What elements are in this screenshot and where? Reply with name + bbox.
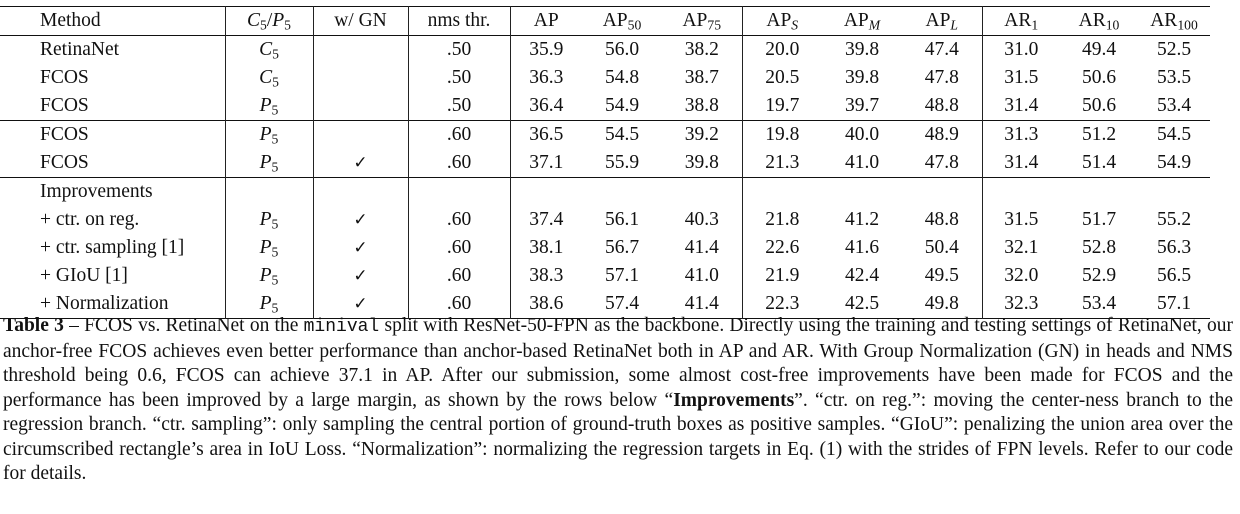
cell-ap75: 41.4	[662, 290, 742, 319]
cell-ar10: 51.2	[1081, 124, 1117, 145]
header-nms: nms thr.	[408, 7, 510, 36]
caption-bold: Improvements	[673, 389, 795, 411]
cell-ap50: 56.7	[604, 237, 640, 258]
cell-aps: 19.8	[765, 124, 800, 145]
cell-ap: 36.4	[529, 95, 564, 116]
row-nms: .60	[408, 206, 510, 234]
section-empty	[225, 178, 313, 207]
header-ar100: $AR_{100}$	[1150, 10, 1198, 33]
header-ap50: $AP_{50}$	[602, 10, 642, 33]
cell-ar1: 31.0	[1004, 39, 1039, 60]
row-gn: ✓	[313, 206, 408, 234]
table-body	[0, 36, 1210, 319]
cell-ar10: 53.4	[1081, 293, 1117, 314]
header-ap75: $AP_{75}$	[662, 7, 742, 36]
cell-aps: 21.9	[765, 265, 800, 286]
row-method: + ctr. sampling [1]	[0, 234, 225, 262]
row-base: $P_5$	[225, 262, 313, 290]
cell-apl: 49.5	[902, 262, 982, 290]
cell-aps: 19.7	[765, 95, 800, 116]
row-base: $P_5$	[225, 121, 313, 150]
cell-aps: 21.3	[765, 152, 800, 173]
cell-ar1: 31.4	[1004, 152, 1039, 173]
row-gn	[313, 92, 408, 121]
row-nms: .50	[408, 64, 510, 92]
row-nms: .60	[408, 149, 510, 178]
cell-ap75: 38.8	[662, 92, 742, 121]
header-base: $C_5/P_5$	[225, 7, 313, 36]
row-base: $P_5$	[225, 206, 313, 234]
header-ap: AP	[533, 10, 559, 31]
cell-ar10: 52.8	[1081, 237, 1117, 258]
cell-ap75: 39.2	[662, 121, 742, 150]
header-gn: w/ GN	[313, 7, 408, 36]
cell-ap50: 54.8	[604, 67, 640, 88]
row-method: + ctr. on reg.	[0, 206, 225, 234]
row-gn: ✓	[313, 149, 408, 178]
cell-ap: 38.3	[529, 265, 564, 286]
cell-ap: 38.6	[529, 293, 564, 314]
section-empty	[982, 178, 1060, 207]
cell-apm: 42.4	[844, 265, 880, 286]
section-row	[0, 178, 1210, 207]
table-row	[0, 206, 1210, 234]
cell-apl: 48.8	[902, 92, 982, 121]
row-method: FCOS	[0, 92, 225, 121]
cell-ar1: 31.5	[1004, 209, 1039, 230]
cell-ap50: 54.9	[604, 95, 640, 116]
header-row	[0, 7, 1210, 36]
header-aps: $AP_S$	[766, 10, 799, 33]
section-empty	[1138, 178, 1210, 207]
cell-ar1: 32.1	[1004, 237, 1039, 258]
cell-ap: 35.9	[529, 39, 564, 60]
cell-apm: 41.2	[844, 209, 880, 230]
section-empty	[510, 178, 582, 207]
row-gn: ✓	[313, 234, 408, 262]
cell-apm: 41.6	[844, 237, 880, 258]
section-empty	[1060, 178, 1138, 207]
row-base: $P_5$	[225, 92, 313, 121]
cell-aps: 20.0	[765, 39, 800, 60]
header-apl: $AP_L$	[902, 7, 982, 36]
row-nms: .60	[408, 234, 510, 262]
header-method: Method	[0, 7, 225, 36]
cell-ap: 36.5	[529, 124, 564, 145]
cell-ap50: 56.1	[604, 209, 640, 230]
header-ar1: $AR_1$	[1004, 10, 1039, 33]
row-gn	[313, 64, 408, 92]
cell-ap75: 38.2	[662, 36, 742, 65]
cell-ar10: 49.4	[1081, 39, 1117, 60]
cell-ar10: 52.9	[1081, 265, 1117, 286]
cell-ap75: 39.8	[662, 149, 742, 178]
row-nms: .50	[408, 36, 510, 65]
table-row	[0, 36, 1210, 65]
cell-ap: 37.4	[529, 209, 564, 230]
row-base: $C_5$	[225, 64, 313, 92]
cell-apl: 47.4	[902, 36, 982, 65]
cell-apl: 47.8	[902, 64, 982, 92]
cell-ar100: 56.5	[1156, 265, 1192, 286]
cell-ap50: 56.0	[604, 39, 640, 60]
table-row	[0, 121, 1210, 150]
results-table	[0, 6, 1210, 319]
cell-apl: 48.8	[902, 206, 982, 234]
cell-ar100: 53.5	[1156, 67, 1192, 88]
header-ar10: $AR_{10}$	[1078, 10, 1120, 33]
section-empty	[408, 178, 510, 207]
section-empty	[742, 178, 822, 207]
row-nms: .60	[408, 290, 510, 319]
cell-ap: 36.3	[529, 67, 564, 88]
row-method: RetinaNet	[0, 36, 225, 65]
cell-aps: 22.6	[765, 237, 800, 258]
row-base: $P_5$	[225, 149, 313, 178]
section-empty	[662, 178, 742, 207]
row-method: + Normalization	[0, 290, 225, 319]
cell-apl: 49.8	[902, 290, 982, 319]
row-method: FCOS	[0, 149, 225, 178]
row-base: $P_5$	[225, 290, 313, 319]
table-row	[0, 234, 1210, 262]
cell-ar100: 55.2	[1156, 209, 1192, 230]
row-gn: ✓	[313, 262, 408, 290]
section-label: Improvements	[0, 178, 225, 207]
header-apm: $AP_M$	[843, 10, 881, 33]
cell-ap50: 57.4	[604, 293, 640, 314]
cell-ap75: 38.7	[662, 64, 742, 92]
cell-ar1: 31.4	[1004, 95, 1039, 116]
row-gn	[313, 121, 408, 150]
cell-apm: 39.8	[844, 39, 880, 60]
table-row	[0, 262, 1210, 290]
cell-apm: 42.5	[844, 293, 880, 314]
cell-ap50: 54.5	[604, 124, 640, 145]
cell-ar1: 32.3	[1004, 293, 1039, 314]
cell-ar100: 54.9	[1156, 152, 1192, 173]
cell-ap: 38.1	[529, 237, 564, 258]
cell-apm: 39.8	[844, 67, 880, 88]
section-empty	[822, 178, 902, 207]
row-method: FCOS	[0, 121, 225, 150]
cell-apl: 47.8	[902, 149, 982, 178]
cell-apm: 39.7	[844, 95, 880, 116]
table-row	[0, 64, 1210, 92]
cell-apm: 40.0	[844, 124, 880, 145]
cell-aps: 20.5	[765, 67, 800, 88]
cell-ar10: 51.4	[1081, 152, 1117, 173]
row-nms: .60	[408, 262, 510, 290]
caption-code: minival	[303, 317, 380, 337]
cell-ar100: 53.4	[1156, 95, 1192, 116]
row-method: FCOS	[0, 64, 225, 92]
section-empty	[313, 178, 408, 207]
cell-ar1: 31.5	[1004, 67, 1039, 88]
cell-ap50: 55.9	[604, 152, 640, 173]
section-empty	[902, 178, 982, 207]
cell-apl: 48.9	[902, 121, 982, 150]
table-caption: Table 3 – FCOS vs. RetinaNet on the minival split with ResNet-50-FPN as the backbone. Directly using the training and testing settings of RetinaNet, our anchor-free FCOS achieves even better performance than anchor-based RetinaNet both in AP and AR. With Group Normalization (GN) in heads and NMS threshold being 0.6, FCOS can achieve 37.1 in AP. After our submission, some almost cost-free improvements have been made for FCOS and the performance has been improved by a large margin, as shown by the rows below “Improvements”. “ctr. on reg.”: moving the center-ness branch to the regression branch. “ctr. sampling”: only sampling the central portion of ground-truth boxes as positive samples. “GIoU”: penalizing the union area over the circumscribed rectangle’s area in IoU Loss. “Normalization”: normalizing the regression targets in Eq. (1) with the strides of FPN levels. Refer to our code for details.	[3, 315, 1234, 484]
cell-ar1: 32.0	[1004, 265, 1039, 286]
cell-ap75: 41.4	[662, 234, 742, 262]
caption-label: Table 3	[3, 315, 64, 336]
cell-ar10: 50.6	[1081, 95, 1117, 116]
cell-ar100: 54.5	[1156, 124, 1192, 145]
table-row	[0, 149, 1210, 178]
cell-aps: 22.3	[765, 293, 800, 314]
section-empty	[582, 178, 662, 207]
cell-ap50: 57.1	[604, 265, 640, 286]
cell-ap: 37.1	[529, 152, 564, 173]
cell-ar10: 50.6	[1081, 67, 1117, 88]
row-gn	[313, 36, 408, 65]
cell-ap75: 41.0	[662, 262, 742, 290]
cell-ar100: 57.1	[1156, 293, 1192, 314]
cell-ar100: 52.5	[1156, 39, 1192, 60]
row-base: $C_5$	[225, 36, 313, 65]
row-base: $P_5$	[225, 234, 313, 262]
cell-ap75: 40.3	[662, 206, 742, 234]
row-method: + GIoU [1]	[0, 262, 225, 290]
cell-ar1: 31.3	[1004, 124, 1039, 145]
table-row	[0, 92, 1210, 121]
row-nms: .50	[408, 92, 510, 121]
cell-apl: 50.4	[902, 234, 982, 262]
cell-ar10: 51.7	[1081, 209, 1117, 230]
row-nms: .60	[408, 121, 510, 150]
cell-aps: 21.8	[765, 209, 800, 230]
cell-apm: 41.0	[844, 152, 880, 173]
cell-ar100: 56.3	[1156, 237, 1192, 258]
row-gn: ✓	[313, 290, 408, 319]
